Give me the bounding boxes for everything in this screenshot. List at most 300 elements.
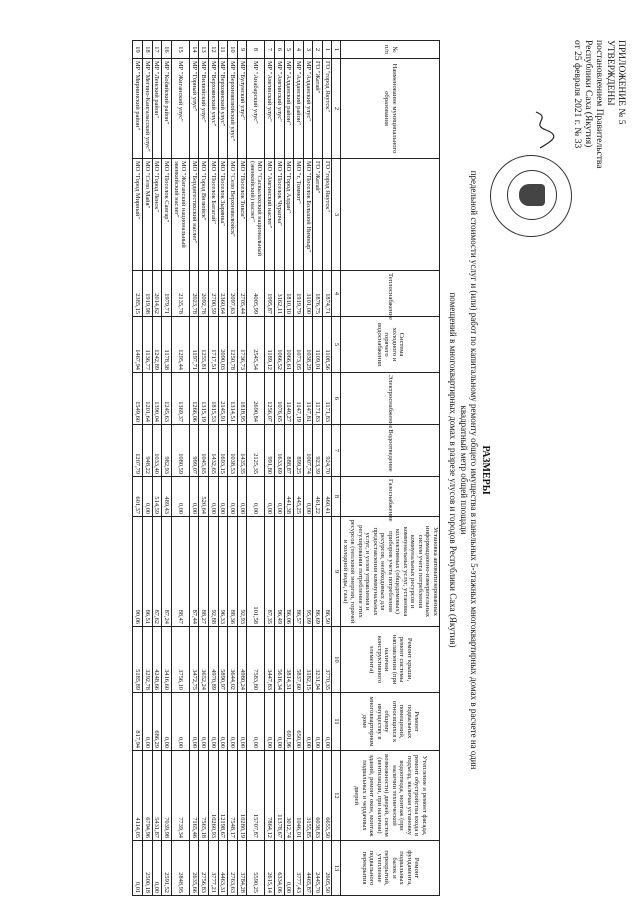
cost-value-cell: 1076,65	[274, 373, 284, 425]
cost-value-cell: 0,00	[171, 693, 189, 751]
cost-value-cell: 489,43	[162, 477, 172, 517]
cost-value-cell: 5837,60	[294, 627, 304, 693]
row-number: 2	[313, 41, 323, 59]
municipality-name: ГО "Жатай"	[313, 59, 323, 159]
cost-value-cell: 0,00	[274, 693, 284, 751]
cost-value-cell: 3777,43	[294, 841, 304, 896]
cost-value-cell: 1467,94	[133, 317, 143, 373]
cost-value-cell: 0,00	[218, 693, 228, 751]
cost-value-cell: 1033,40	[152, 425, 162, 477]
settlement-name: МО "Город Вилюйск"	[199, 159, 209, 271]
table-row	[274, 41, 284, 896]
cost-value-cell: 3162,11	[274, 271, 284, 317]
cost-value-cell: 991,80	[265, 425, 275, 477]
row-number: 5	[284, 41, 294, 59]
cost-value-cell: 2145,91	[218, 373, 228, 425]
approval-date: от 25 февраля 2021 г. № 33	[572, 40, 582, 149]
cost-value-cell: 2092,78	[199, 271, 209, 317]
cost-value-cell: 2700,59	[208, 271, 218, 317]
column-header: Теплоснабжение	[341, 271, 440, 317]
cost-table	[132, 40, 440, 896]
cost-value-cell: 88,36	[228, 517, 238, 627]
column-header: Газоснабжение	[341, 477, 440, 517]
table-body	[133, 41, 332, 896]
cost-value-cell: 96,49	[274, 517, 284, 627]
cost-value-cell: 460,41	[322, 477, 332, 517]
row-number: 14	[189, 41, 199, 59]
cost-value-cell: 0,00	[303, 693, 313, 751]
cost-value-cell: 86,50	[322, 517, 332, 627]
cost-value-cell: 0,00	[162, 693, 172, 751]
cost-value-cell: 686,29	[152, 693, 162, 751]
row-number: 16	[162, 41, 172, 59]
cost-value-cell: 86,06	[284, 517, 294, 627]
row-number: 10	[228, 41, 238, 59]
cost-value-cell: 1369,37	[171, 373, 189, 425]
row-number: 3	[303, 41, 313, 59]
approved-label: УТВЕРЖДЕНЫ	[605, 40, 615, 106]
cost-value-cell: 4248,66	[152, 627, 162, 693]
cost-value-cell: 1979,71	[162, 271, 172, 317]
column-header: Ремонт фундамента, подвальных балок и перекрытий, утепление подвального перекрытия	[341, 841, 440, 896]
column-number: 3	[332, 159, 341, 271]
cost-value-cell: 1818,95	[237, 373, 247, 425]
cost-value-cell: 1207,79	[133, 425, 143, 477]
cost-value-cell: 1171,83	[322, 373, 332, 425]
cost-value-cell: 3756,10	[171, 627, 189, 693]
cost-value-cell: 0,00	[284, 841, 294, 896]
table-row	[152, 41, 162, 896]
document-title	[448, 150, 490, 790]
municipality-name: МР "Кобяйский район"	[162, 59, 172, 159]
cost-value-cell: 1109,01	[313, 317, 323, 373]
cost-value-cell: 2097,63	[228, 271, 238, 317]
settlement-name: МО "Саскылахский национальный (эвенкийский) наслег"	[247, 159, 265, 271]
column-number-row	[332, 41, 341, 896]
municipality-name: МР "Мирнинский район"	[133, 59, 143, 159]
cost-value-cell: 95,09	[303, 517, 313, 627]
cost-value-cell: 1136,77	[143, 317, 153, 373]
cost-value-cell: 1007,74	[303, 425, 313, 477]
cost-value-cell: 3770,35	[322, 627, 332, 693]
title-heading: РАЗМЕРЫ	[480, 445, 491, 495]
settlement-name: МО "Поселок Чурапча"	[274, 159, 284, 271]
settlement-name: МО "Жиганский национальный эвенкийский наслег"	[171, 159, 189, 271]
cost-value-cell: 1717,51	[208, 317, 218, 373]
cost-value-cell: 92,88	[208, 517, 218, 627]
cost-value-cell: 601,37	[133, 477, 143, 517]
cost-value-cell: 1876,75	[313, 271, 323, 317]
settlement-name: ГО "город Якутск"	[322, 159, 332, 271]
column-number: 2	[332, 59, 341, 159]
cost-value-cell: 1314,51	[228, 373, 238, 425]
cost-value-cell: 1919,98	[143, 271, 153, 317]
cost-value-cell: 5590,25	[247, 841, 265, 896]
column-number: 7	[332, 425, 341, 477]
cost-value-cell: 948,22	[143, 425, 153, 477]
settlement-name: МО "Город Мирный"	[133, 159, 143, 271]
cost-value-cell: 6655,50	[322, 751, 332, 841]
cost-value-cell: 101,58	[247, 517, 265, 627]
column-header	[341, 159, 440, 271]
cost-value-cell: 3155,85	[303, 751, 313, 841]
column-header: Электроснабжение	[341, 373, 440, 425]
cost-value-cell: 4465,87	[303, 841, 313, 896]
column-number: 6	[332, 373, 341, 425]
row-number: 6	[274, 41, 284, 59]
cost-value-cell: 1256,07	[265, 373, 275, 425]
cost-value-cell: 3416,60	[162, 627, 172, 693]
title-line-2: помещений в многоквартирных домах в разрезе улусов и городов Республики Саха (Якутия)	[448, 292, 459, 648]
cost-value-cell: 3814,31	[284, 627, 294, 693]
cost-value-cell: 5185,89	[133, 627, 143, 693]
settlement-name: МО "Город Ленск"	[152, 159, 162, 271]
cost-value-cell: 514,59	[152, 477, 162, 517]
cost-value-cell: 1080,59	[171, 425, 189, 477]
cost-value-cell: 650,00	[294, 693, 304, 751]
table-row	[303, 41, 313, 896]
cost-value-cell: 0,00	[199, 693, 209, 751]
column-number: 12	[332, 751, 341, 841]
cost-value-cell: 2445,70	[313, 841, 323, 896]
cost-value-cell: 1197,71	[189, 317, 199, 373]
settlement-name: МО "Поселок Батагай"	[208, 159, 218, 271]
column-number: 10	[332, 627, 341, 693]
municipality-name: МР "Верхневилюйский улус"	[228, 59, 238, 159]
cost-value-cell: 1266,06	[189, 373, 199, 425]
row-number: 8	[247, 41, 265, 59]
cost-value-cell: 0,00	[274, 477, 284, 517]
table-row	[171, 41, 189, 896]
cost-value-cell: 1874,71	[322, 271, 332, 317]
column-header: Водоотведение	[341, 425, 440, 477]
row-number: 19	[133, 41, 143, 59]
cost-value-cell: 0,00	[247, 693, 265, 751]
cost-value-cell: 1066,61	[284, 317, 294, 373]
cost-value-cell: 899,25	[294, 425, 304, 477]
cost-value-cell: 520,64	[199, 477, 209, 517]
municipality-name: МР "Алданский район"	[284, 59, 294, 159]
cost-value-cell: 999,07	[189, 425, 199, 477]
cost-value-cell: 1171,83	[313, 373, 323, 425]
settlement-name: МО "г. Томмот"	[294, 159, 304, 271]
cost-value-cell: 5890,97	[218, 627, 228, 693]
cost-value-cell: 2500,18	[143, 841, 153, 896]
cost-value-cell: 87,35	[265, 517, 275, 627]
cost-value-cell: 6794,96	[143, 751, 153, 841]
settlement-name: МО "Село Майя"	[143, 159, 153, 271]
cost-value-cell: 15707,87	[247, 751, 265, 841]
column-header: № п/п	[341, 41, 440, 59]
cost-value-cell: 0,00	[237, 477, 247, 517]
cost-value-cell: 3012,74	[284, 751, 294, 841]
cost-value-cell: 1315,19	[199, 373, 209, 425]
cost-value-cell: 2848,95	[171, 841, 189, 896]
cost-value-cell: 7565,18	[199, 751, 209, 841]
cost-value-cell: 3182,15	[303, 627, 313, 693]
municipality-name: МР "Булунский улус"	[237, 59, 247, 159]
cost-value-cell: 1038,29	[303, 317, 313, 373]
row-number: 11	[218, 41, 228, 59]
cost-value-cell: 3777,21	[208, 841, 218, 896]
settlement-name: МО "Поселок Зырянка"	[218, 159, 228, 271]
cost-value-cell: 10280,19	[237, 751, 247, 841]
cost-value-cell: 461,22	[313, 477, 323, 517]
settlement-name: МО "Город Алдан"	[284, 159, 294, 271]
municipality-name: МР "Амгинский улус"	[274, 59, 284, 159]
table-row	[208, 41, 218, 896]
cost-value-cell: 1046,01	[294, 751, 304, 841]
settlement-name: МО "Село Верхневилюйск"	[228, 159, 238, 271]
column-header: Ремонт подвальных помещений, относящихся к общему имуществу в многоквартирном доме	[341, 693, 440, 751]
cost-value-cell: 1810,10	[284, 271, 294, 317]
cost-value-cell: 1432,65	[208, 425, 218, 477]
cost-value-cell: 0,00	[313, 693, 323, 751]
row-number: 7	[265, 41, 275, 59]
cost-value-cell: 2090,03	[218, 317, 228, 373]
cost-value-cell: 1245,63	[162, 373, 172, 425]
cost-value-cell: 12198,67	[218, 751, 228, 841]
cost-value-cell: 0,01	[133, 841, 143, 896]
cost-value-cell: 2690,84	[247, 373, 265, 425]
cost-value-cell: 1038,53	[228, 425, 238, 477]
cost-value-cell: 86,69	[313, 517, 323, 627]
cost-value-cell: 0,00	[143, 477, 153, 517]
cost-value-cell: 0,00	[247, 477, 265, 517]
cost-value-cell: 11378,67	[274, 751, 284, 841]
cost-value-cell: 2615,14	[265, 841, 275, 896]
cost-value-cell: 817,94	[133, 693, 143, 751]
municipality-name: МР "Ленский район"	[152, 59, 162, 159]
cost-value-cell: 1108,56	[322, 317, 332, 373]
cost-value-cell: 2763,63	[228, 841, 238, 896]
cost-value-cell: 4114,05	[133, 751, 143, 841]
settlement-name: МО "Бердигестяхский наслег"	[189, 159, 199, 271]
cost-value-cell: 1066,52	[274, 317, 284, 373]
cost-value-cell: 7739,34	[171, 751, 189, 841]
settlement-name: МО "Поселок Тикси"	[237, 159, 247, 271]
approval-block	[571, 40, 626, 270]
cost-value-cell: 0,00	[171, 477, 189, 517]
cost-value-cell: 3644,02	[228, 627, 238, 693]
column-header: Утепление и ремонт фасада, ремонт обустройства входа в подъезд, включая установку водоотвода, монтаж (при наличии технической возможности) дверей, систем (вентиляции, при наличии) зданий, ремонт окон, монтаж подвальных и чердачных дверей	[341, 751, 440, 841]
cost-value-cell: 2125,35	[247, 425, 265, 477]
cost-value-cell: 10260,93	[208, 751, 218, 841]
cost-value-cell: 2023,78	[189, 271, 199, 317]
column-header: Установка автоматизированных информационно-измерительных систем учета потребления коммунальных ресурсов и коммунальных услуг, установка коллективных (общедомовых) приборов учета потребления ресурсов, необходимых для предоставления коммунальных услуг, и узлов управления и регулирования потребления этих ресурсов (тепловой энергии, горячей и холодной воды, газа)	[341, 517, 440, 627]
cost-value-cell: 86,57	[294, 517, 304, 627]
municipality-name: ГО "город Якутск"	[322, 59, 332, 159]
cost-value-cell: 4005,99	[247, 271, 265, 317]
row-number: 1	[322, 41, 332, 59]
municipality-name: МР "Алданский район"	[294, 59, 304, 159]
cost-value-cell: 1073,05	[294, 317, 304, 373]
cost-value-cell: 1736,73	[237, 317, 247, 373]
table-row	[218, 41, 228, 896]
cost-value-cell: 88,47	[171, 517, 189, 627]
column-number: 11	[332, 693, 341, 751]
cost-value-cell: 923,39	[313, 425, 323, 477]
approved-by: постановлением Правительства	[594, 40, 604, 169]
cost-value-cell: 0,00	[143, 693, 153, 751]
row-number: 4	[294, 41, 304, 59]
table-row	[199, 41, 209, 896]
cost-value-cell: 90,06	[133, 517, 143, 627]
cost-value-cell: 888,87	[284, 425, 294, 477]
settlement-name: МО "Поселок Сангар"	[162, 159, 172, 271]
cost-value-cell: 1693,15	[218, 425, 228, 477]
cost-value-cell: 1242,89	[152, 317, 162, 373]
cost-value-cell: 2360,64	[218, 271, 228, 317]
cost-value-cell: 1919,79	[294, 271, 304, 317]
table-row	[265, 41, 275, 896]
cost-value-cell: 0,00	[228, 693, 238, 751]
municipality-name: МР "Алданский улус"	[303, 59, 313, 159]
cost-value-cell: 87,44	[189, 517, 199, 627]
cost-value-cell: 0,00	[189, 477, 199, 517]
cost-value-cell: 924,70	[322, 425, 332, 477]
cost-value-cell: 441,38	[284, 477, 294, 517]
municipality-name: МР "Мегино-Кангаласский улус"	[143, 59, 153, 159]
municipality-name: МР "Вилюйский улус"	[199, 59, 209, 159]
column-number: 4	[332, 271, 341, 317]
cost-value-cell: 3784,28	[237, 841, 247, 896]
cost-value-cell: 982,93	[162, 425, 172, 477]
cost-value-cell: 4970,89	[208, 627, 218, 693]
cost-value-cell: 3292,78	[143, 627, 153, 693]
settlement-name: МО "Поселок Большой Нимныр"	[303, 159, 313, 271]
table-row	[322, 41, 332, 896]
cost-value-cell: 92,93	[237, 517, 247, 627]
table-row	[143, 41, 153, 896]
cost-value-cell: 0,00	[265, 693, 275, 751]
cost-value-cell: 1189,12	[265, 317, 275, 373]
row-number: 18	[143, 41, 153, 59]
column-number: 13	[332, 841, 341, 896]
table-row	[162, 41, 172, 896]
cost-value-cell: 445,25	[294, 477, 304, 517]
title-line-1: предельной стоимости услуг и (или) работ по капитальному ремонту общего имущества в панельных 5-этажных многоквартирных домах в расчете на один квадратный метр общей площади	[459, 170, 480, 770]
cost-value-cell: 7548,17	[228, 751, 238, 841]
cost-value-cell: 4463,31	[218, 841, 228, 896]
cost-value-cell: 0,00	[228, 477, 238, 517]
column-header: Система холодного и горячего водоснабжения	[341, 317, 440, 373]
cost-value-cell: 1147,19	[294, 373, 304, 425]
cost-value-cell: 5431,87	[152, 751, 162, 841]
municipality-name: МР "Горный улус"	[189, 59, 199, 159]
cost-value-cell: 0,00	[303, 477, 313, 517]
cost-value-cell: 1435,35	[237, 425, 247, 477]
cost-value-cell: 2756,83	[199, 841, 209, 896]
table-header-row	[341, 41, 440, 896]
cost-value-cell: 0,00	[208, 477, 218, 517]
cost-value-cell: 2135,78	[171, 271, 189, 317]
table-row	[228, 41, 238, 896]
cost-value-cell: 7165,46	[189, 751, 199, 841]
cost-value-cell: 1178,38	[162, 317, 172, 373]
table-row	[133, 41, 143, 896]
cost-value-cell: 3231,94	[313, 627, 323, 693]
cost-value-cell: 2605,50	[322, 841, 332, 896]
cost-value-cell: 5616,34	[274, 627, 284, 693]
cost-value-cell: 3447,83	[265, 627, 275, 693]
cost-value-cell: 96,33	[218, 517, 228, 627]
cost-value-cell: 0,00	[237, 693, 247, 751]
table-row	[284, 41, 294, 896]
cost-value-cell: 1140,27	[284, 373, 294, 425]
municipality-name: МР "Жиганский улус"	[171, 59, 189, 159]
cost-value-cell: 1549,60	[133, 373, 143, 425]
table-row	[237, 41, 247, 896]
cost-value-cell: 2635,66	[189, 841, 199, 896]
cost-value-cell: 2591,52	[162, 841, 172, 896]
cost-value-cell: 0,00	[218, 477, 228, 517]
cost-value-cell: 2385,15	[133, 271, 143, 317]
cost-value-cell: 0,00	[152, 841, 162, 896]
approved-by-region: Республики Саха (Якутия)	[583, 40, 593, 148]
row-number: 15	[171, 41, 189, 59]
cost-value-cell: 0,00	[208, 693, 218, 751]
cost-value-cell: 3101,00	[303, 271, 313, 317]
column-number: 5	[332, 317, 341, 373]
column-number: 8	[332, 477, 341, 517]
cost-value-cell: 1295,44	[171, 317, 189, 373]
cost-value-cell: 2705,44	[237, 271, 247, 317]
cost-value-cell: 86,51	[143, 517, 153, 627]
municipality-name: МР "Верхоянский улус"	[218, 59, 228, 159]
cost-value-cell: 87,24	[162, 517, 172, 627]
municipality-name: МР "Амгинский улус"	[265, 59, 275, 159]
settlement-name: МО "Амгинский наслег"	[265, 159, 275, 271]
cost-value-cell: 0,00	[189, 693, 199, 751]
cost-value-cell: 7583,80	[247, 627, 265, 693]
cost-value-cell: 0,00	[322, 693, 332, 751]
cost-value-cell: 1815,53	[208, 373, 218, 425]
column-header: Наименование муниципального образования	[341, 59, 440, 159]
cost-value-cell: 3652,24	[199, 627, 209, 693]
table-row	[189, 41, 199, 896]
cost-value-cell: 691,96	[284, 693, 294, 751]
cost-value-cell: 1390,04	[152, 373, 162, 425]
cost-value-cell: 3472,75	[189, 627, 199, 693]
table-row	[313, 41, 323, 896]
cost-value-cell: 1045,65	[199, 425, 209, 477]
row-number: 13	[199, 41, 209, 59]
cost-value-cell: 2014,62	[152, 271, 162, 317]
column-number: 9	[332, 517, 341, 627]
cost-value-cell: 7039,98	[162, 751, 172, 841]
table-row	[247, 41, 265, 896]
column-header: Ремонт крыши, ремонт системы наплавления (при наличии конструктивного элемента)	[341, 627, 440, 693]
column-number: 1	[332, 41, 341, 59]
cost-value-cell: 1255,81	[199, 317, 209, 373]
cost-value-cell: 0,00	[265, 477, 275, 517]
cost-value-cell: 7864,12	[265, 751, 275, 841]
cost-value-cell: 6334,06	[274, 841, 284, 896]
cost-value-cell: 1633,69	[274, 425, 284, 477]
cost-value-cell: 1147,81	[303, 373, 313, 425]
cost-value-cell: 88,27	[199, 517, 209, 627]
cost-value-cell: 1201,64	[143, 373, 153, 425]
cost-value-cell: 4980,24	[237, 627, 247, 693]
municipality-name: МР "Анабарский улус"	[247, 59, 265, 159]
cost-value-cell: 2545,54	[247, 317, 265, 373]
table-row	[294, 41, 304, 896]
row-number: 17	[152, 41, 162, 59]
row-number: 12	[208, 41, 218, 59]
cost-value-cell: 1995,87	[265, 271, 275, 317]
row-number: 9	[237, 41, 247, 59]
